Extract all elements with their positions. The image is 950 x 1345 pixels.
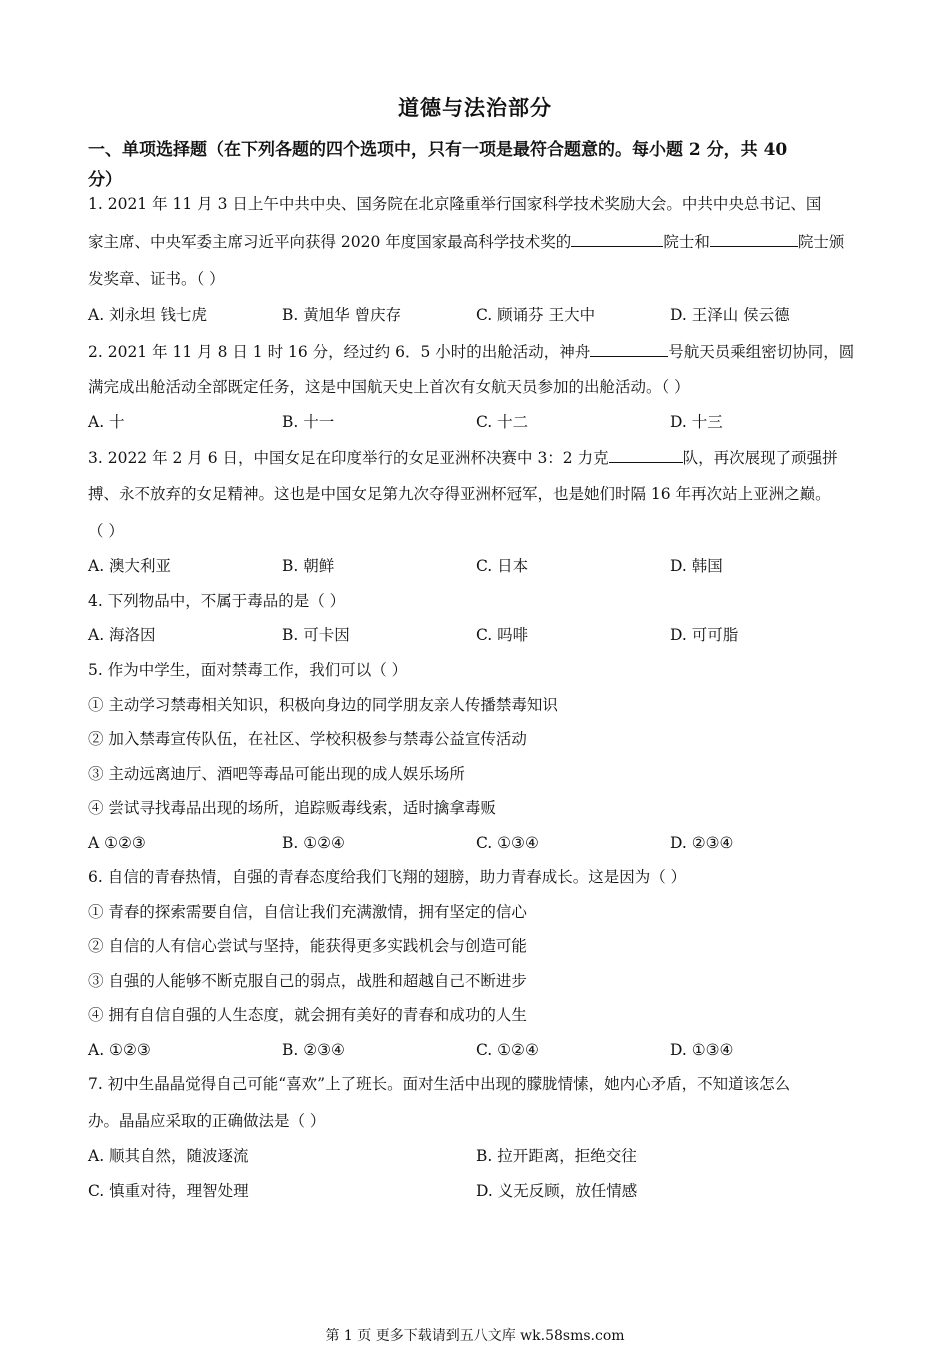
q6-item-3: ③ 自强的人能够不断克服自己的弱点，战胜和超越自己不断进步: [88, 972, 527, 990]
q7-option-d: D. 义无反顾，放任情感: [476, 1182, 638, 1200]
answer-blank: [571, 230, 663, 247]
q2-option-b: B. 十一: [282, 413, 335, 431]
q6-item-4: ④ 拥有自信自强的人生态度，就会拥有美好的青春和成功的人生: [88, 1006, 527, 1024]
q2-stem-text-b: 号航天员乘组密切协同，圆: [668, 343, 855, 361]
q2-stem-line2: 满完成出舱活动全部既定任务，这是中国航天史上首次有女航天员参加的出舱活动。（ ）: [88, 378, 690, 396]
q1-stem-line3: 发奖章、证书。（ ）: [88, 270, 225, 288]
q3-stem-line3: （ ）: [88, 522, 124, 540]
q5-stem: 5. 作为中学生，面对禁毒工作，我们可以（ ）: [88, 661, 408, 679]
q1-stem-text-b: 院士和: [663, 233, 710, 251]
q5-option-b: B. ①②④: [282, 834, 345, 852]
section-heading: [88, 135, 878, 195]
q1-option-a: A. 刘永坦 钱七虎: [88, 306, 207, 324]
q2-stem-line1: [88, 340, 854, 362]
q7-stem-line2: 办。晶晶应采取的正确做法是（ ）: [88, 1112, 326, 1130]
answer-blank: [710, 230, 798, 247]
q1-option-d: D. 王泽山 侯云德: [670, 306, 790, 324]
q7-option-c: C. 慎重对待，理智处理: [88, 1182, 249, 1200]
q2-option-d: D. 十三: [670, 413, 723, 431]
q7-stem-line1: 7. 初中生晶晶觉得自己可能“喜欢”上了班长。面对生活中出现的朦胧情愫，她内心矛盾，不知道该怎么: [88, 1075, 791, 1093]
q5-option-d: D. ②③④: [670, 834, 734, 852]
q4-option-d: D. 可可脂: [670, 626, 739, 644]
q6-option-a: A. ①②③: [88, 1041, 151, 1059]
q1-stem-text-a: 家主席、中央军委主席习近平向获得 2020 年度国家最高科学技术奖的: [88, 233, 572, 251]
q5-item-4: ④ 尝试寻找毒品出现的场所，追踪贩毒线索，适时擒拿毒贩: [88, 799, 496, 817]
q5-item-1: ① 主动学习禁毒相关知识，积极向身边的同学朋友亲人传播禁毒知识: [88, 696, 558, 714]
q6-item-1: ① 青春的探索需要自信，自信让我们充满激情，拥有坚定的信心: [88, 903, 527, 921]
q5-item-2: ② 加入禁毒宣传队伍，在社区、学校积极参与禁毒公益宣传活动: [88, 730, 527, 748]
q3-option-d: D. 韩国: [670, 557, 723, 575]
q7-option-a: A. 顺其自然，随波逐流: [88, 1147, 249, 1165]
q3-option-a: A. 澳大利亚: [88, 557, 172, 575]
q3-stem-text-a: 3. 2022 年 2 月 6 日，中国女足在印度举行的女足亚洲杯决赛中 3：2 力克: [88, 449, 609, 467]
q5-item-3: ③ 主动远离迪厅、酒吧等毒品可能出现的成人娱乐场所: [88, 765, 465, 783]
q2-option-a: A. 十: [88, 413, 125, 431]
q6-option-b: B. ②③④: [282, 1041, 345, 1059]
q3-option-c: C. 日本: [476, 557, 529, 575]
section-heading-line1: 一、单项选择题（在下列各题的四个选项中，只有一项是最符合题意的。每小题 2 分，共 40: [88, 140, 788, 160]
q4-option-c: C. 吗啡: [476, 626, 529, 644]
q6-option-d: D. ①③④: [670, 1041, 734, 1059]
q1-option-b: B. 黄旭华 曾庆存: [282, 306, 402, 324]
q4-stem: 4. 下列物品中，不属于毒品的是（ ）: [88, 592, 346, 610]
section-heading-line2: 分）: [88, 170, 122, 190]
page-title: 道德与法治部分: [398, 95, 552, 120]
page-footer: 第 1 页 更多下载请到五八文库 wk.58sms.com: [325, 1328, 625, 1344]
q3-option-b: B. 朝鲜: [282, 557, 335, 575]
q4-option-a: A. 海洛因: [88, 626, 156, 644]
q2-stem-text-a: 2. 2021 年 11 月 8 日 1 时 16 分，经过约 6．5 小时的出舱活动，神舟: [88, 343, 591, 361]
q5-option-c: C. ①③④: [476, 834, 539, 852]
q2-option-c: C. 十二: [476, 413, 529, 431]
q5-option-a: A ①②③: [88, 834, 146, 852]
q6-stem: 6. 自信的青春热情，自强的青春态度给我们飞翔的翅膀，助力青春成长。这是因为（ ）: [88, 868, 687, 886]
q6-item-2: ② 自信的人有信心尝试与坚持，能获得更多实践机会与创造可能: [88, 937, 527, 955]
q3-stem-text-b: 队，再次展现了顽强拼: [682, 449, 838, 467]
answer-blank: [590, 340, 668, 357]
q1-stem-line2: [88, 230, 844, 252]
q1-option-c: C. 顾诵芬 王大中: [476, 306, 596, 324]
q1-stem-text-c: 院士颁: [797, 233, 845, 251]
q6-option-c: C. ①②④: [476, 1041, 539, 1059]
q1-stem-line1: 1. 2021 年 11 月 3 日上午中共中央、国务院在北京隆重举行国家科学技术奖励大会。中共中央总书记、国: [88, 195, 822, 213]
q3-stem-line1: [88, 446, 838, 468]
q3-stem-line2: 搏、永不放弃的女足精神。这也是中国女足第九次夺得亚洲杯冠军，也是她们时隔 16 年再次站上亚洲之巅。: [88, 485, 831, 503]
answer-blank: [609, 446, 683, 463]
q7-option-b: B. 拉开距离，拒绝交往: [476, 1147, 637, 1165]
q4-option-b: B. 可卡因: [282, 626, 350, 644]
